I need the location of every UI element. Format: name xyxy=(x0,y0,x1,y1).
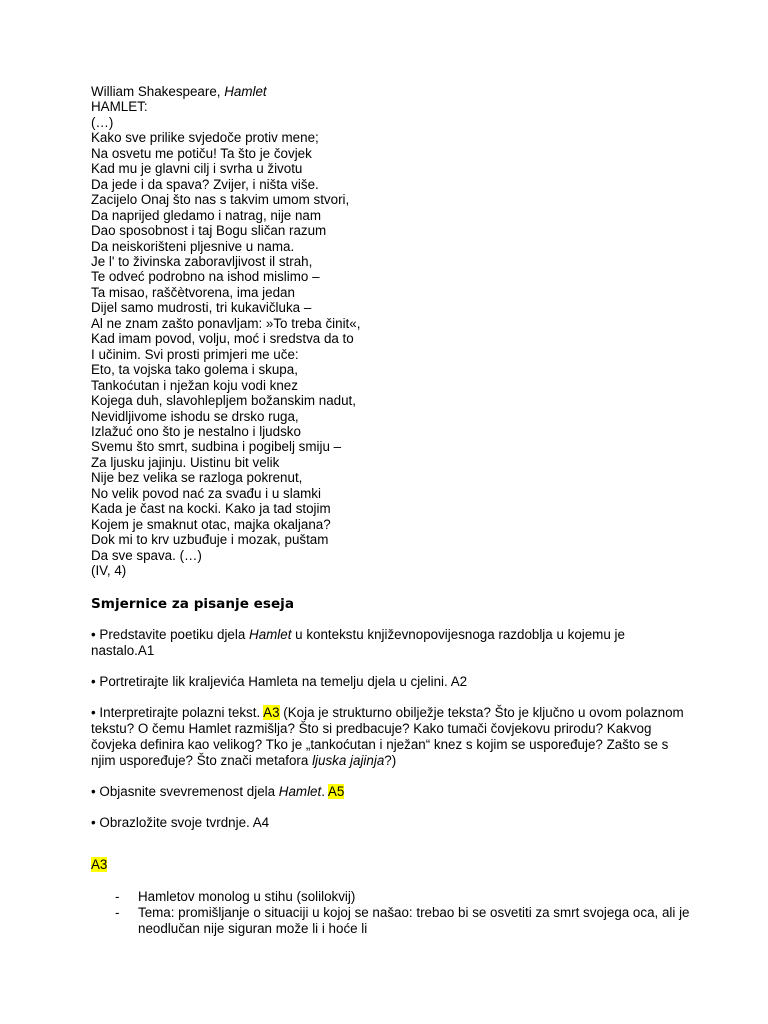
guideline-text: ?) xyxy=(384,752,397,768)
poem-line: Kojem je smaknut otac, majka okaljana? xyxy=(91,516,331,532)
poem-line: Tankoćutan i nježan koju vodi knez xyxy=(91,377,298,393)
poem-line: Ta misao, raščètvorena, ima jedan xyxy=(91,284,295,300)
poem-line: Nije bez velika se razloga pokrenut, xyxy=(91,470,303,486)
a3-item-text: Hamletov monolog u stihu (solilokvij) xyxy=(138,888,356,904)
author: William Shakespeare, xyxy=(91,84,225,99)
poem-line: Dijel samo mudrosti, tri kukavičluka – xyxy=(91,300,312,316)
poem-line: Te odveć podrobno na ishod mislimo – xyxy=(91,269,320,285)
poem-line: (IV, 4) xyxy=(91,563,127,579)
speaker: HAMLET: xyxy=(91,99,148,115)
dash-marker: - xyxy=(115,888,120,904)
poem-line: Na osvetu me potiču! Ta što je čovjek xyxy=(91,145,312,161)
poem-line: Al ne znam zašto ponavljam: »To treba činit«, xyxy=(91,315,361,331)
guideline-emphasis: Hamlet xyxy=(278,783,322,799)
poem-line: Zacijelo Onaj što nas s takvim umom stvori, xyxy=(91,192,350,208)
guidelines-heading: Smjernice za pisanje eseja xyxy=(91,595,295,612)
poem-line: Kad mu je glavni cilj i svrha u životu xyxy=(91,161,303,177)
poem-line: Dao sposobnost i taj Bogu sličan razum xyxy=(91,223,327,239)
poem xyxy=(91,115,691,579)
guideline-text: • Interpretirajte polazni tekst. xyxy=(91,704,264,720)
guideline-text: • Predstavite poetiku djela xyxy=(91,626,250,642)
guideline-text: (Koja je strukturno obilježje teksta? Što je ključno u ovom polaznom tekstu? O čemu Hamlet razmišlja? Što si predbacuje? Kako tumači čovjekovu prirodu? Kakvog čovjeka definira kao velikog? Tko je „tankoćutan i nježan“ knez s kojim se uspoređuje? Zašto se s njim uspoređuje? Što znači metafora xyxy=(91,704,684,768)
a3-item-text: Tema: promišljanje o situaciji u kojoj se našao: trebao bi se osvetiti za smrt svojega oca, ali je neodlučan nije siguran može li i hoće li xyxy=(138,904,690,936)
a3-list-item xyxy=(91,889,691,905)
poem-line: Svemu što smrt, sudbina i pogibelj smiju – xyxy=(91,439,342,455)
poem-line: Kojega duh, slavohlepljem božanskim nadut, xyxy=(91,393,357,409)
poem-line: Kako sve prilike svjedoče protiv mene; xyxy=(91,130,319,146)
guideline-item: • Obrazložite svoje tvrdnje. A4 xyxy=(91,814,270,830)
work-title: Hamlet xyxy=(224,84,267,99)
poem-line: Kad imam povod, volju, moć i sredstva da to xyxy=(91,331,354,347)
poem-line: Da sve spava. (…) xyxy=(91,547,202,563)
poem-line: Da neiskorišteni pljesnive u nama. xyxy=(91,238,295,254)
document-page xyxy=(91,84,691,937)
guideline-text: . xyxy=(321,783,328,799)
guideline-text: u kontekstu književnopovijesnoga razdoblja u kojemu je nastalo.A1 xyxy=(91,626,625,658)
highlight-tag: A5 xyxy=(327,783,345,799)
poem-line: Za ljusku jajinju. Uistinu bit velik xyxy=(91,454,280,470)
poem-line: No velik povod nać za svađu i u slamki xyxy=(91,485,321,501)
poem-line: Da jede i da spava? Zvijer, i ništa više. xyxy=(91,176,319,192)
highlight-tag: A3 xyxy=(263,704,280,720)
guideline-emphasis: Hamlet xyxy=(249,626,292,642)
guidelines-list xyxy=(91,627,691,831)
poem-line: Je l' to živinska zaboravljivost il strah, xyxy=(91,253,313,269)
poem-line: I učinim. Svi prosti primjeri me uče: xyxy=(91,346,299,362)
a3-section-label xyxy=(91,857,691,873)
title-line xyxy=(91,84,691,99)
a3-list-item xyxy=(91,905,691,937)
poem-line: Eto, ta vojska tako golema i skupa, xyxy=(91,362,298,378)
poem-line: Kada je čast na kocki. Kako ja tad stojim xyxy=(91,501,331,517)
guideline-item: • Portretirajte lik kraljevića Hamleta na temelju djela u cjelini. A2 xyxy=(91,673,468,689)
poem-line: Izlažuć ono što je nestalno i ljudsko xyxy=(91,423,301,439)
poem-line: (…) xyxy=(91,114,114,130)
guideline-text: • Objasnite svevremenost djela xyxy=(91,783,279,799)
guideline-emphasis: ljuska jajinja xyxy=(312,752,385,768)
a3-list xyxy=(91,889,691,937)
poem-line: Dok mi to krv uzbuđuje i mozak, puštam xyxy=(91,532,329,548)
guideline-item xyxy=(91,784,691,800)
poem-line: Da naprijed gledamo i natrag, nije nam xyxy=(91,207,322,223)
dash-marker: - xyxy=(115,904,120,920)
guideline-item xyxy=(91,627,691,659)
guideline-item xyxy=(91,705,691,769)
poem-line: Nevidljivome ishodu se drsko ruga, xyxy=(91,408,299,424)
highlight-tag: A3 xyxy=(91,856,108,872)
